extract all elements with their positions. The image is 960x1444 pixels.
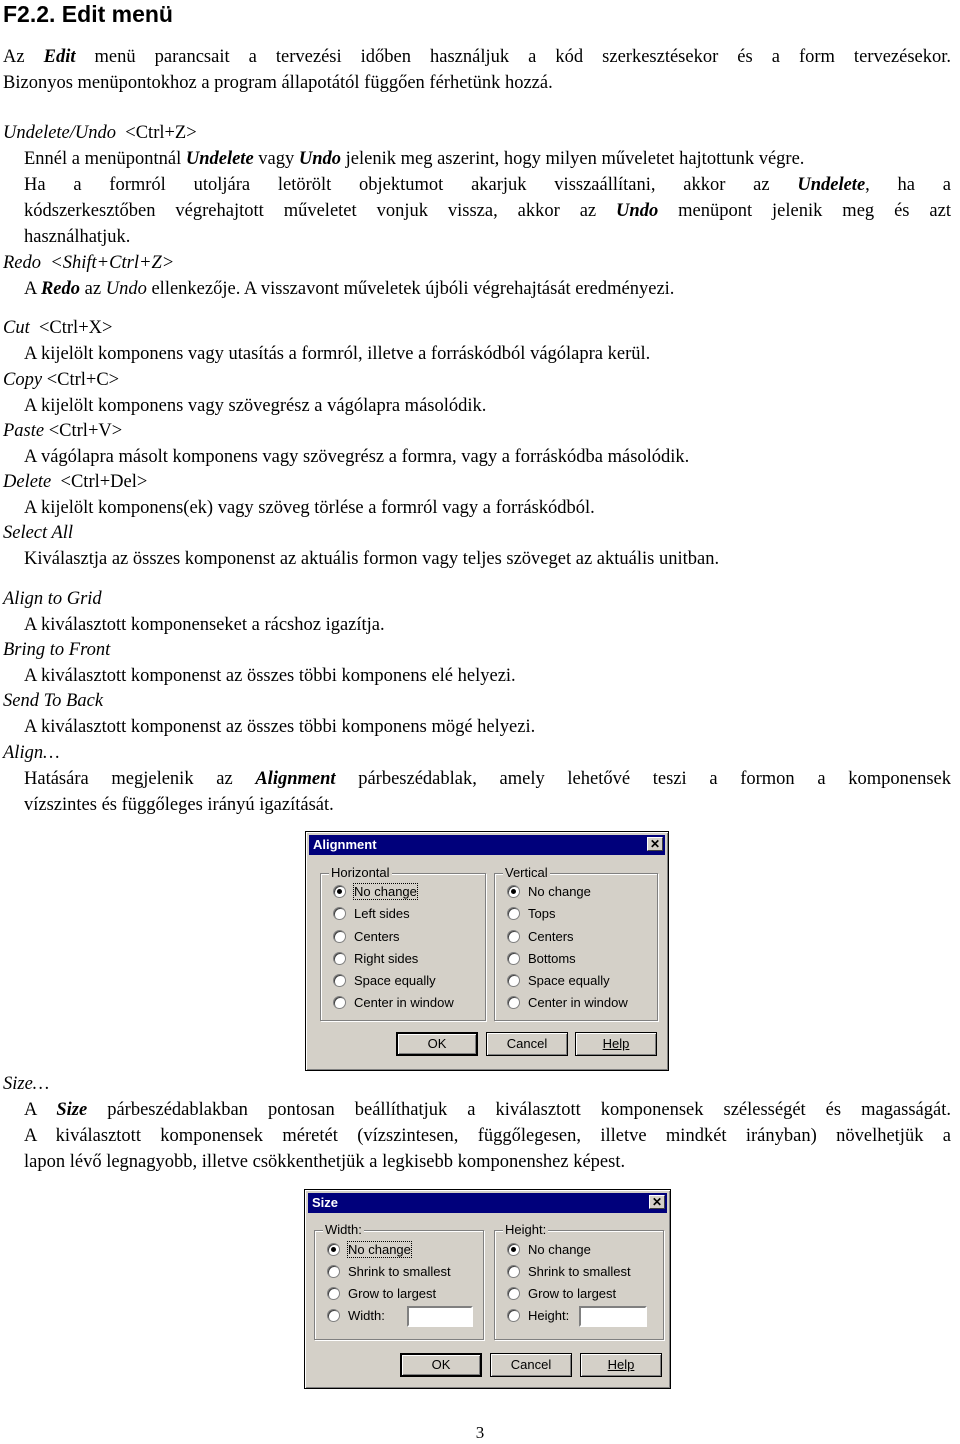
term-undelete: Undelete [797, 175, 866, 195]
radio-icon [507, 930, 520, 943]
text-run: Hatására megjelenik az [24, 769, 256, 789]
bring-to-front-desc: A kiválasztott komponenst az összes többi komponens elé helyezi. [24, 666, 516, 686]
button-label: Help [602, 1036, 630, 1051]
radio-icon [333, 952, 346, 965]
term-name: Undelete/Undo [3, 123, 117, 143]
text-run: párbeszédablakban pontosan beállíthatjuk a kiválasztott komponensek szélességét és magasságát. [87, 1100, 951, 1120]
radio-label: Center in window [528, 995, 628, 1010]
undo-desc-3 [24, 198, 951, 224]
term-delete [3, 469, 147, 495]
term-alignment: Alignment [255, 769, 336, 789]
radio-icon [507, 907, 520, 920]
term-shortcut: <Ctrl+C> [46, 370, 120, 390]
radio-icon [333, 930, 346, 943]
delete-desc: A kijelölt komponens(ek) vagy szöveg törlése a formról vagy a forráskódból. [24, 498, 595, 518]
term-size: Size… [3, 1074, 50, 1094]
height-group [494, 1222, 664, 1340]
cancel-button[interactable]: Cancel [486, 1032, 568, 1056]
term-name: Delete [3, 472, 52, 492]
radio-label: No change [528, 884, 591, 899]
radio-h-custom[interactable] [507, 1307, 569, 1325]
radio-icon [333, 885, 346, 898]
term-redo-inline: Redo [40, 279, 81, 299]
radio-icon [507, 1287, 520, 1300]
radio-h-space-equally[interactable] [333, 972, 436, 990]
radio-label: Shrink to smallest [528, 1264, 631, 1279]
radio-label: Centers [354, 929, 400, 944]
term-undelete: Undelete [185, 149, 254, 169]
radio-icon [507, 1265, 520, 1278]
radio-icon [507, 885, 520, 898]
term-redo [3, 250, 174, 276]
radio-label: No change [528, 1242, 591, 1257]
radio-w-grow[interactable] [327, 1285, 436, 1303]
text-run: menü parancsait a tervezési időben használjuk a kód szerkesztésekor és a form tervezésekor. [75, 47, 952, 67]
radio-v-centers[interactable] [507, 928, 574, 946]
height-input[interactable] [579, 1306, 647, 1327]
term-paste [3, 418, 122, 444]
dialog-titlebar [309, 835, 665, 855]
ok-button[interactable]: OK [396, 1032, 478, 1056]
radio-h-no-change[interactable] [333, 883, 417, 901]
radio-icon [333, 974, 346, 987]
width-group [314, 1222, 484, 1340]
align-desc-1 [24, 766, 951, 792]
radio-label: No change [354, 884, 417, 899]
radio-label: Bottoms [528, 951, 576, 966]
radio-icon [327, 1287, 340, 1300]
radio-v-no-change[interactable] [507, 883, 591, 901]
term-copy [3, 367, 119, 393]
group-label: Height: [505, 1222, 547, 1237]
text-run: vagy [253, 149, 299, 169]
section-heading: F2.2. Edit menü [3, 1, 173, 27]
text-run: , ha a [865, 175, 951, 195]
undo-desc-4: használhatjuk. [24, 227, 131, 247]
radio-icon [507, 1309, 520, 1322]
radio-label: Grow to largest [348, 1286, 437, 1301]
term-send-to-back: Send To Back [3, 691, 104, 711]
radio-label: No change [348, 1242, 411, 1257]
alignment-dialog [305, 831, 669, 1071]
dialog-titlebar [308, 1193, 667, 1213]
ok-button[interactable]: OK [400, 1353, 482, 1377]
term-name: Copy [3, 370, 43, 390]
radio-label: Space equally [354, 973, 436, 988]
term-shortcut: <Ctrl+X> [38, 318, 113, 338]
term-undo: Undo [298, 149, 342, 169]
redo-desc [24, 276, 674, 302]
dialog-title: Size [312, 1195, 339, 1210]
cut-desc: A kijelölt komponens vagy utasítás a formról, illetve a forráskódból vágólapra kerül. [24, 344, 651, 364]
term-shortcut: <Shift+Ctrl+Z> [50, 253, 175, 273]
term-name: Paste [3, 421, 45, 441]
intro-line-2: Bizonyos menüpontokhoz a program állapotától függően férhetünk hozzá. [3, 73, 553, 93]
radio-label: Width: [348, 1308, 385, 1323]
radio-label: Right sides [354, 951, 419, 966]
text-run: Ha a formról utoljára letörölt objektumot akarjuk visszaállítani, akkor az [24, 175, 798, 195]
radio-label: Tops [528, 906, 556, 921]
term-shortcut: <Ctrl+Del> [60, 472, 148, 492]
text-run: jelenik meg aszerint, hogy milyen műveletet hajtottunk végre. [341, 149, 805, 169]
align-to-grid-desc: A kiválasztott komponenseket a rácshoz igazítja. [24, 615, 385, 635]
radio-icon [333, 996, 346, 1009]
copy-desc: A kijelölt komponens vagy szövegrész a vágólapra másolódik. [24, 396, 487, 416]
term-undo: Undo [616, 201, 659, 221]
radio-v-tops[interactable] [507, 905, 555, 923]
undo-desc-2 [24, 172, 951, 198]
text-run: A [24, 279, 41, 299]
dialog-title: Alignment [313, 837, 377, 852]
radio-v-bottoms[interactable] [507, 950, 576, 968]
term-align-to-grid: Align to Grid [3, 589, 102, 609]
radio-icon [327, 1265, 340, 1278]
radio-label: Shrink to smallest [348, 1264, 451, 1279]
radio-h-center-in-window[interactable] [333, 994, 454, 1012]
term-name: Redo [3, 253, 42, 273]
button-label: Help [607, 1357, 635, 1372]
term-bring-to-front: Bring to Front [3, 640, 111, 660]
radio-w-shrink[interactable] [327, 1263, 451, 1281]
term-shortcut: <Ctrl+V> [48, 421, 123, 441]
term-undelete-undo [3, 120, 197, 146]
radio-label: Center in window [354, 995, 454, 1010]
help-button[interactable] [575, 1032, 657, 1056]
select-all-desc: Kiválasztja az összes komponenst az aktuális formon vagy teljes szöveget az aktuális unitban. [24, 549, 720, 569]
radio-h-grow[interactable] [507, 1285, 616, 1303]
radio-label: Grow to largest [528, 1286, 617, 1301]
radio-h-right-sides[interactable] [333, 950, 418, 968]
width-input[interactable] [407, 1306, 473, 1327]
undo-desc-1 [24, 146, 804, 172]
size-desc-3: lapon lévő legnagyobb, illetve csökkenthetjük a legkisebb komponenshez képest. [24, 1152, 626, 1172]
term-shortcut: <Ctrl+Z> [125, 123, 197, 143]
radio-h-no-change[interactable] [507, 1241, 591, 1259]
text-run: Az [3, 47, 44, 67]
horizontal-group [320, 865, 486, 1021]
paste-desc: A vágólapra másolt komponens vagy szövegrész a formra, vagy a forráskódba másolódik. [24, 447, 690, 467]
text-run: A [24, 1100, 57, 1120]
term-name: Select All [3, 523, 74, 543]
radio-label: Centers [528, 929, 574, 944]
radio-icon [327, 1243, 340, 1256]
term-name: Cut [3, 318, 30, 338]
term-size-inline: Size [56, 1100, 88, 1120]
help-button[interactable] [580, 1353, 662, 1377]
size-desc-1 [24, 1097, 951, 1123]
radio-label: Left sides [354, 906, 410, 921]
radio-label: Height: [528, 1308, 570, 1323]
text-run: menüpont jelenik meg és azt [658, 201, 951, 221]
radio-label: Space equally [528, 973, 610, 988]
send-to-back-desc: A kiválasztott komponenst az összes többi komponens mögé helyezi. [24, 717, 536, 737]
term-undo-inline: Undo [105, 279, 147, 299]
radio-icon [333, 907, 346, 920]
text-run: kódszerkesztőben végrehajtott műveletet vonjuk vissza, akkor az [24, 201, 617, 221]
term-edit: Edit [43, 47, 76, 67]
text-run: párbeszédablak, amely lehetővé teszi a formon a komponensek [335, 769, 951, 789]
term-select-all [3, 520, 73, 546]
vertical-group [494, 865, 658, 1021]
radio-h-shrink[interactable] [507, 1263, 631, 1281]
radio-h-left-sides[interactable] [333, 905, 410, 923]
radio-h-centers[interactable] [333, 928, 400, 946]
group-label: Width: [325, 1222, 362, 1237]
radio-icon [507, 952, 520, 965]
close-icon[interactable]: ✕ [647, 837, 663, 851]
radio-w-custom[interactable] [327, 1307, 385, 1325]
text-run: Ennél a menüpontnál [24, 149, 186, 169]
radio-w-no-change[interactable] [327, 1241, 411, 1259]
close-icon[interactable]: ✕ [649, 1195, 665, 1209]
term-cut [3, 315, 112, 341]
size-dialog [304, 1189, 671, 1389]
intro-line-1 [3, 44, 951, 70]
group-label: Vertical [505, 865, 548, 880]
align-desc-2: vízszintes és függőleges irányú igazítását. [24, 795, 334, 815]
group-label: Horizontal [331, 865, 390, 880]
size-desc-2: A kiválasztott komponensek méretét (vízszintesen, függőlegesen, illetve mindkét irányban) növelhetjük a [24, 1126, 951, 1146]
radio-v-space-equally[interactable] [507, 972, 610, 990]
radio-icon [327, 1309, 340, 1322]
text-run: az [80, 279, 106, 299]
term-align: Align… [3, 743, 60, 763]
page-number: 3 [475, 1423, 485, 1442]
radio-icon [507, 1243, 520, 1256]
radio-icon [507, 996, 520, 1009]
text-run: ellenkezője. A visszavont műveletek újbóli végrehajtását eredményezi. [146, 279, 675, 299]
radio-icon [507, 974, 520, 987]
cancel-button[interactable]: Cancel [490, 1353, 572, 1377]
radio-v-center-in-window[interactable] [507, 994, 628, 1012]
